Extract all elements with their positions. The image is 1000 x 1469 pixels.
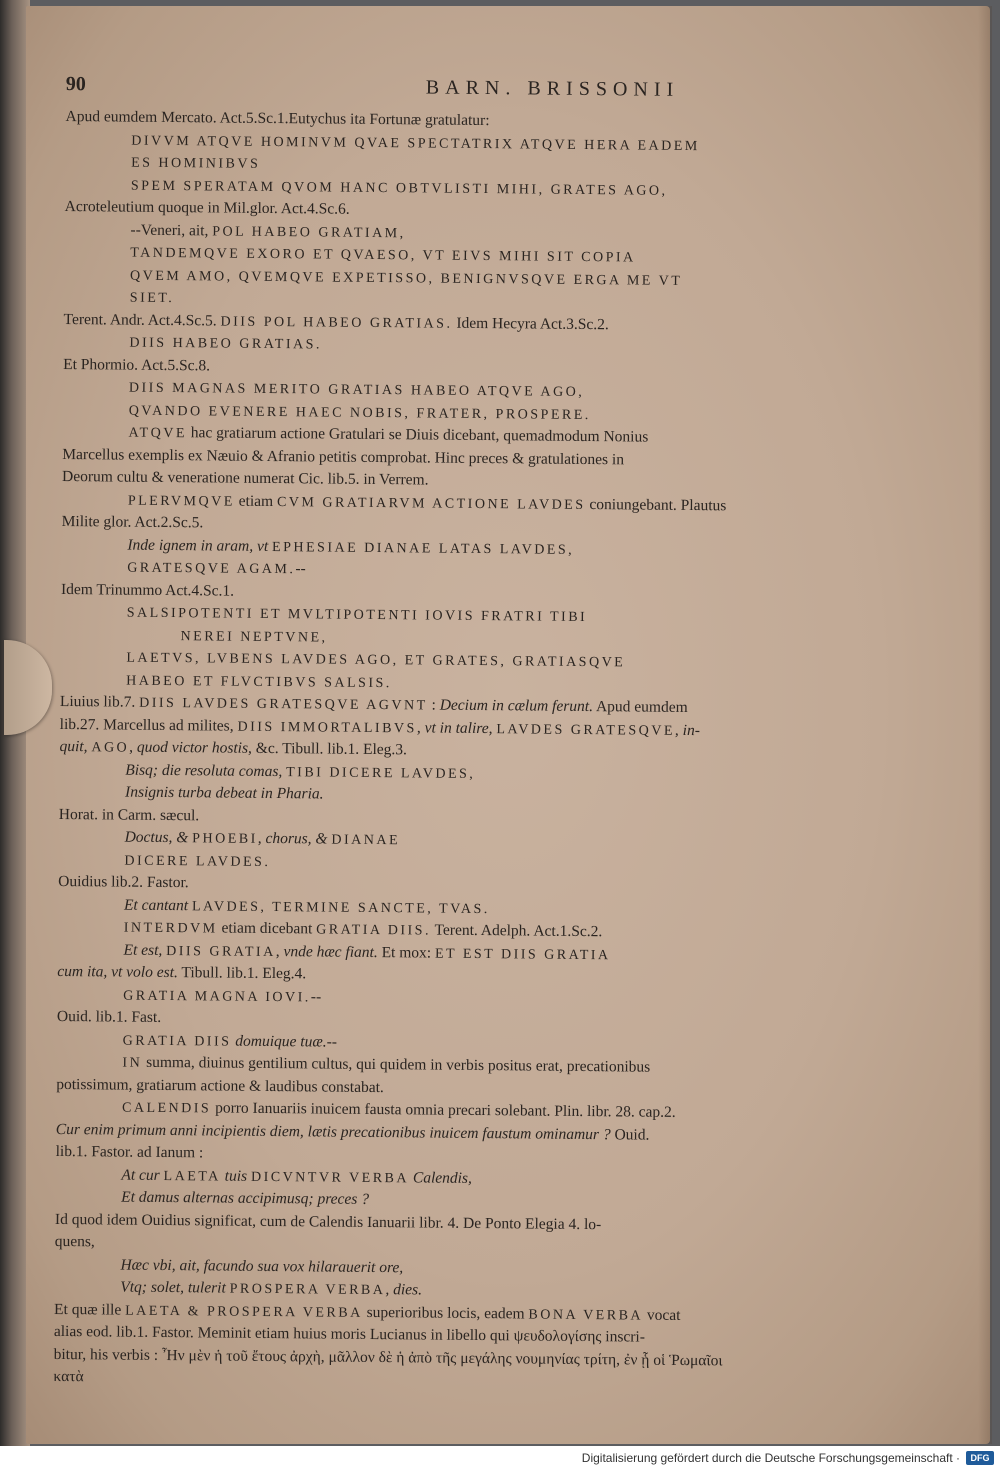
text-segment: :: [427, 696, 440, 714]
text-segment: Marcellus exemplis ex Næuio & Afranio petitis comprobat. Hinc preces & gratulationes in: [62, 445, 625, 468]
text-segment: etiam: [234, 492, 278, 510]
text-segment: ,: [275, 942, 284, 960]
text-segment: QVANDO EVENERE HAEC NOBIS, FRATER, PROSPERE.: [128, 403, 591, 423]
text-segment: cum ita, vt volo est.: [57, 962, 178, 982]
text-segment: Ouidius lib.2. Fastor.: [58, 872, 189, 892]
text-segment: Id quod idem Ouidius significat, cum de Calendis Ianuarii libr. 4. De Ponto Elegia 4. lo-: [54, 1210, 602, 1233]
text-segment: ,: [257, 829, 266, 847]
text-segment: DIIS POL HABEO GRATIAS.: [220, 313, 453, 332]
text-segment: etiam dicebant: [217, 919, 317, 938]
text-segment: Et est,: [123, 941, 167, 959]
text-segment: potissimum, gratiarum actione & laudibus constabat.: [56, 1075, 384, 1096]
text-segment: Doctus, &: [124, 828, 193, 847]
dfg-logo: DFG: [966, 1451, 994, 1465]
text-segment: lib.27. Marcellus ad milites,: [59, 715, 238, 735]
text-segment: Calendis,: [408, 1168, 472, 1187]
text-segment: GRATIA DIIS: [122, 1033, 232, 1050]
text-segment: superioribus locis, eadem: [362, 1303, 529, 1322]
text-segment: Terent. Adelph. Act.1.Sc.2.: [430, 921, 603, 941]
text-segment: GRATIA DIIS.: [316, 922, 432, 939]
text-segment: LAVDES, TERMINE SANCTE, TVAS.: [191, 898, 490, 917]
text-segment: DIIS MAGNAS MERITO GRATIAS HABEO ATQVE AGO,: [128, 380, 585, 400]
text-segment: AGO: [91, 740, 130, 756]
text-segment: LAETA & PROSPERA VERBA: [125, 1303, 363, 1321]
text-segment: Et damus alternas accipimusq; preces ?: [121, 1188, 370, 1208]
text-segment: chorus, &: [265, 829, 332, 848]
text-segment: Apud eumdem: [592, 698, 688, 716]
text-segment: Idem Hecyra Act.3.Sc.2.: [452, 314, 609, 333]
text-segment: EPHESIAE DIANAE LATAS LAVDES,: [271, 539, 575, 558]
text-segment: Ouid. lib.1. Fast.: [56, 1007, 162, 1026]
text-segment: domuique tuæ.: [235, 1032, 327, 1051]
text-segment: QVEM AMO, QVEMQVE EXPETISSO, BENIGNVSQVE ERGA ME VT: [129, 268, 683, 289]
text-segment: CVM GRATIARVM ACTIONE LAVDES: [276, 494, 586, 513]
text-segment: quit,: [59, 737, 92, 756]
text-segment: Horat. in Carm. sæcul.: [58, 805, 200, 824]
text-segment: vocat: [642, 1306, 681, 1324]
text-segment: Hæc vbi, ait, facundo sua vox hilarauerit ore,: [120, 1256, 404, 1276]
text-segment: --: [295, 560, 306, 578]
text-segment: PLERVMQVE: [127, 493, 235, 510]
text-segment: hac gratiarum actione Gratulari se Diuis dicebant, quemadmodum Nonius: [186, 424, 649, 446]
text-segment: Vtq; solet, tulerit: [120, 1278, 230, 1297]
text-segment: TIBI DICERE LAVDES,: [286, 764, 476, 782]
text-segment: Ouid.: [610, 1125, 650, 1144]
text-segment: ,: [416, 718, 425, 736]
text-segment: DIIS HABEO GRATIAS.: [129, 335, 323, 353]
text-segment: , dies.: [385, 1281, 423, 1299]
text-segment: Milite glor. Act.2.Sc.5.: [61, 512, 204, 532]
text-segment: porro Ianuariis inuicem fausta omnia precari solebant. Plin. libr. 28. cap.2.: [211, 1099, 676, 1121]
page-number: 90: [65, 72, 86, 96]
text-segment: BONA VERBA: [528, 1306, 644, 1324]
text-segment: LAETVS, LVBENS LAVDES AGO, ET GRATES, GRATIASQVE: [126, 650, 626, 671]
text-segment: DICVNTVR VERBA: [250, 1169, 410, 1186]
text-segment: vt in talire,: [424, 718, 497, 737]
text-segment: --: [326, 1033, 338, 1051]
text-segment: LAETA: [163, 1168, 221, 1185]
digitization-footer: [0, 1446, 1000, 1469]
text-segment: Idem Trinummo Act.4.Sc.1.: [60, 580, 235, 600]
text-segment: DIIS LAVDES GRATESQVE AGVNT: [139, 695, 428, 714]
text-segment: DICERE LAVDES.: [124, 853, 271, 870]
text-segment: quens,: [54, 1232, 95, 1251]
text-segment: bitur, his verbis : Ἦν μὲν ἡ τοῦ ἔτους ἀρχὴ, μᾶλλον δὲ ἡ ἀπὸ τῆς μεγάλης νουμηνίας τρίτη, ἐν ᾗ οἱ Ῥωμαῖοι: [53, 1345, 723, 1369]
text-segment: tuis: [220, 1167, 252, 1185]
text-segment: HABEO ET FLVCTIBVS SALSIS.: [126, 673, 392, 691]
text-segment: lib.1. Fastor. ad Ianum :: [55, 1142, 204, 1162]
page-text-block: [53, 70, 946, 1397]
text-segment: ES HOMINIBVS: [131, 155, 261, 172]
text-segment: DIIS GRATIA: [166, 943, 276, 960]
text-segment: Bisq; die resoluta comas,: [125, 761, 287, 780]
text-segment: At cur: [121, 1166, 164, 1184]
text-segment: Et mox:: [377, 943, 436, 962]
text-lines: [53, 106, 945, 1397]
text-segment: Deorum cultu & veneratione numerat Cic. lib.5. in Verrem.: [62, 467, 429, 489]
text-segment: INTERDVM: [123, 920, 218, 937]
text-segment: coniungebant. Plautus: [585, 495, 727, 514]
text-segment: vnde hæc fiant.: [283, 942, 378, 961]
text-segment: ,: [129, 738, 138, 756]
text-segment: NEREI NEPTVNE,: [180, 628, 328, 646]
text-segment: Inde ignem in aram, vt: [127, 536, 273, 555]
text-segment: LAVDES GRATESQVE: [496, 721, 676, 739]
text-segment: ,: [674, 721, 683, 739]
text-segment: SALSIPOTENTI ET MVLTIPOTENTI IOVIS FRATRI TIBI: [126, 605, 588, 626]
text-segment: Liuius lib.7.: [59, 692, 140, 711]
text-segment: Insignis turba debeat in Pharia.: [124, 783, 324, 803]
text-segment: IN: [122, 1055, 143, 1071]
text-segment: DIIS IMMORTALIBVS: [237, 719, 417, 736]
text-segment: in-: [682, 721, 701, 739]
text-segment: Apud eumdem Mercato. Act.5.Sc.1.Eutychus ita Fortunæ gratulatur:: [65, 107, 490, 130]
text-segment: PHOEBI: [192, 831, 258, 847]
text-segment: PROSPERA VERBA: [229, 1281, 386, 1299]
text-segment: GRATIA MAGNA IOVI.: [123, 988, 311, 1005]
footer-text: Digitalisierung gefördert durch die Deutsche Forschungsgemeinschaft ·: [581, 1450, 960, 1465]
text-segment: GRATESQVE AGAM.: [127, 560, 296, 578]
text-segment: Cur enim primum anni incipientis diem, lætis precationibus inuicem faustum ominamur ?: [55, 1120, 611, 1143]
page-header: [66, 70, 946, 112]
text-segment: --Veneri, ait,: [130, 221, 213, 239]
text-segment: Decium in cælum ferunt.: [439, 696, 594, 716]
text-segment: ATQVE: [128, 425, 187, 442]
text-segment: TANDEMQVE EXORO ET QVAESO, VT EIVS MIHI SIT COPIA: [130, 245, 636, 266]
text-segment: Et quæ ille: [54, 1300, 126, 1319]
text-segment: POL HABEO GRATIAM,: [212, 223, 406, 241]
text-segment: alias eod. lib.1. Fastor. Meminit etiam huius moris Lucianus in libello qui ψευδολογίσης inscri-: [53, 1322, 646, 1346]
text-segment: SIET.: [129, 290, 175, 307]
text-segment: quod victor hostis: [136, 738, 249, 757]
text-segment: summa, diuinus gentilium cultus, qui quidem in verbis positus erat, precationibus: [142, 1053, 651, 1076]
text-segment: ET EST DIIS GRATIA: [434, 946, 611, 963]
text-segment: DIANAE: [331, 832, 401, 849]
text-segment: --: [310, 987, 322, 1005]
running-title: BARN. BRISSONII: [425, 76, 680, 101]
text-segment: Terent. Andr. Act.4.Sc.5.: [63, 310, 221, 329]
text-segment: Tibull. lib.1. Eleg.4.: [177, 964, 307, 983]
text-segment: CALENDIS: [121, 1100, 212, 1117]
text-segment: Acroteleutium quoque in Mil.glor. Act.4.Sc.6.: [64, 197, 350, 218]
text-segment: κατὰ: [53, 1367, 84, 1386]
text-segment: DIVVM ATQVE HOMINVM QVAE SPECTATRIX ATQVE HERA EADEM: [131, 133, 700, 154]
text-segment: , &c. Tibull. lib.1. Eleg.3.: [247, 739, 408, 759]
text-segment: Et Phormio. Act.5.Sc.8.: [63, 355, 211, 374]
text-segment: Et cantant: [123, 896, 193, 914]
page-edge-shadow: [978, 6, 992, 1444]
text-segment: SPEM SPERATAM QVOM HANC OBTVLISTI MIHI, GRATES AGO,: [130, 178, 668, 199]
